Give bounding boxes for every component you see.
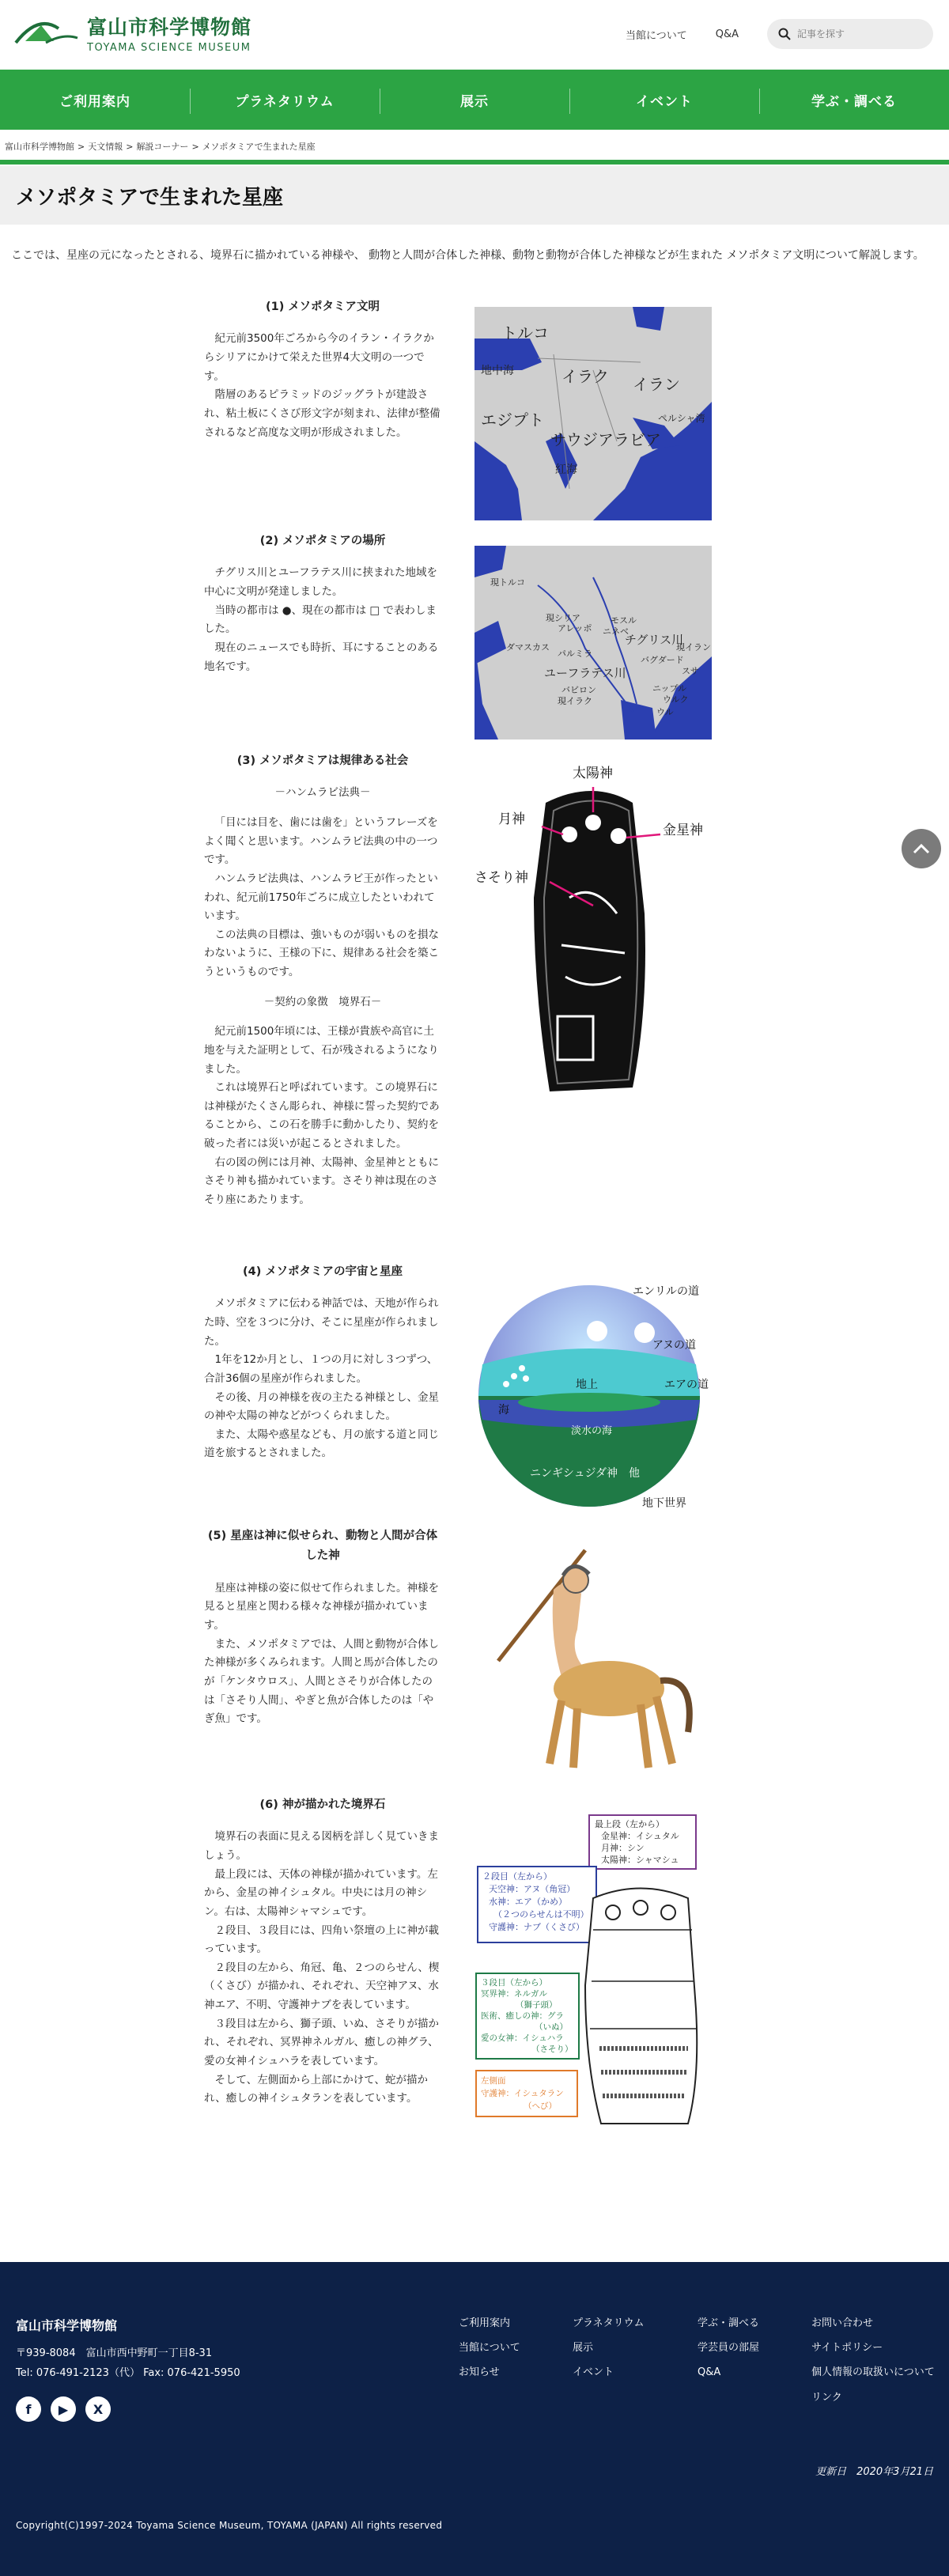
- section-subtitle: －契約の象徴 境界石－: [263, 995, 382, 1008]
- section-paragraph: これは境界石と呼ばれています。この境界石には神様がたくさん彫られ、神様に誓った契約であることから、この石を勝手に動かしたり、契約を破った者には災いが起こるとされました。: [204, 1081, 440, 1150]
- updated-date: 更新日 2020年3月21日: [815, 2466, 933, 2478]
- box-text: （獅子頭）: [516, 2000, 558, 2010]
- map-label: ニップル: [652, 683, 687, 694]
- figure-label: 淡水の海: [571, 1425, 613, 1437]
- box-text: 太陽神：シャマシュ: [601, 1855, 679, 1865]
- museum-logo-icon: [14, 11, 79, 54]
- top-link-about[interactable]: 当館について: [625, 29, 687, 42]
- map-label: ペルシャ湾: [658, 413, 705, 424]
- map-label: スサ: [682, 666, 699, 676]
- section-paragraph: その後、月の神様を夜の主たる神様とし、金星の神や太陽の神などがつくられました。: [204, 1390, 439, 1423]
- footer-address: 〒939-8084 富山市西中野町一丁目8-31: [16, 2347, 213, 2359]
- box-text: 愛の女神：イシュハラ: [481, 2033, 564, 2043]
- section-paragraph: ３段目は左から、獅子頭、いぬ、さそりが描かれ、それぞれ、冥界神ネルガル、癒しの神グラ、愛の女神イシュハラを表しています。: [204, 2017, 439, 2067]
- map-label: ユーフラテス川: [544, 666, 626, 680]
- box-text: （２つのらせんは不明）: [493, 1909, 589, 1920]
- map-label: バグダード: [641, 655, 684, 665]
- map-label: 紅海: [555, 463, 577, 476]
- logo-title: 富山市科学博物館: [87, 15, 252, 39]
- footer-link[interactable]: イベント: [573, 2366, 614, 2379]
- figure-label: 海: [498, 1404, 509, 1417]
- section-title: (2) メソポタミアの場所: [259, 535, 386, 547]
- youtube-icon[interactable]: ▶: [51, 2396, 76, 2422]
- intro-text: ここでは、星座の元になったとされる、境界石に描かれている神様や、 動物と人間が合体した神様、動物と動物が合体した神様などが生まれた メソポタミア文明について解説します。: [11, 249, 924, 262]
- chevron-up-icon: [913, 843, 930, 854]
- copyright: Copyright(C)1997-2024 Toyama Science Museum, TOYAMA (JAPAN) All rights reserved: [16, 2520, 443, 2531]
- map-label: モスル: [611, 615, 637, 626]
- footer-link[interactable]: 展示: [573, 2342, 594, 2355]
- box-text: （さそり）: [531, 2045, 573, 2054]
- breadcrumb-commentary[interactable]: 解説コーナー: [136, 142, 189, 152]
- box-text: ３段目（左から）: [481, 1978, 547, 1988]
- section-paragraph: 当時の都市は ●、現在の都市は □ で表わしました。: [204, 603, 437, 636]
- box-text: （へび）: [524, 2101, 557, 2111]
- facebook-icon[interactable]: f: [16, 2396, 41, 2422]
- page-title: メソポタミアで生まれた星座: [16, 185, 284, 210]
- section-paragraph: 境界石の表面に見える図柄を詳しく見ていきましょう。: [204, 1830, 439, 1862]
- section-paragraph: チグリス川とユーフラテス川に挟まれた地域を中心に文明が発達しました。: [204, 566, 437, 598]
- map-label: イラン: [633, 375, 680, 394]
- map-label: サウジアラビア: [550, 430, 661, 449]
- section-subtitle: －ハンムラビ法典－: [274, 786, 371, 800]
- footer-link[interactable]: ご利用案内: [459, 2317, 511, 2329]
- footer-col-4: [811, 2311, 946, 2410]
- section-6: [204, 1795, 441, 2109]
- site-header: [0, 0, 949, 70]
- site-logo[interactable]: [14, 11, 251, 54]
- social-links: [16, 2396, 120, 2422]
- figure-label: 地上: [576, 1379, 598, 1391]
- section-paragraph: ２段目の左から、角冠、亀、２つのらせん、楔（くさび）が描かれ、それぞれ、天空神アヌ、水神エア、不明、守護神ナブを表しています。: [204, 1961, 440, 2011]
- footer-col-2: [573, 2311, 644, 2385]
- x-icon[interactable]: X: [85, 2396, 111, 2422]
- top-link-qa[interactable]: Q&A: [715, 28, 739, 40]
- middle-east-map-image: [475, 307, 712, 520]
- section-paragraph: ２段目、３段目には、四角い祭壇の上に神が載っています。: [204, 1923, 439, 1956]
- section-paragraph: 1年を12か月とし、１つの月に対し３つずつ、合計36個の星座が作られました。: [204, 1353, 438, 1385]
- figure-label: 地下世界: [642, 1497, 686, 1510]
- footer-col-1: [459, 2311, 520, 2385]
- map-label: 現トルコ: [490, 577, 525, 588]
- footer-link[interactable]: サイトポリシー: [811, 2342, 883, 2355]
- section-title: (6) 神が描かれた境界石: [259, 1799, 386, 1811]
- search-icon: [778, 28, 791, 40]
- footer-title: 富山市科学博物館: [16, 2318, 118, 2333]
- map-label: ウルク: [663, 694, 689, 705]
- section-3: [204, 751, 441, 1210]
- box-text: 天空神：アヌ（角冠）: [489, 1884, 576, 1894]
- map-label: パルミラ: [558, 649, 592, 659]
- section-paragraph: 紀元前3500年ごろから今のイラン・イラクからシリアにかけて栄えた世界4大文明の一つです。: [204, 332, 434, 383]
- page-title-bar: [0, 166, 949, 225]
- section-paragraph: ハンムラビ法典は、ハンムラビ王が作ったといわれ、紀元前1750年ごろに成立したといわれています。: [204, 872, 438, 923]
- boundary-stone-diagram-image: [475, 1811, 712, 2128]
- footer-tel: Tel: 076-491-2123（代） Fax: 076-421-5950: [16, 2366, 240, 2379]
- mesopotamia-map-image: [475, 546, 712, 740]
- map-label: 地中海: [481, 365, 514, 377]
- map-label: イラク: [561, 367, 609, 386]
- section-paragraph: 現在のニュースでも時折、耳にすることのある地名です。: [204, 641, 439, 673]
- logo-subtitle: TOYAMA SCIENCE MUSEUM: [87, 41, 251, 54]
- section-5: [204, 1526, 441, 1729]
- box-text: 守護神：イシュタラン: [481, 2089, 564, 2098]
- nav-item-guide[interactable]: ご利用案内: [59, 93, 130, 110]
- map-label: 現イラン: [676, 642, 711, 653]
- section-paragraph: そして、左側面から上部にかけて、蛇が描かれ、癒しの神イシュタランを表しています。: [204, 2073, 428, 2105]
- section-paragraph: メソポタミアに伝わる神話では、天地が作られた時、空を３つに分け、そこに星座が作られました。: [204, 1297, 439, 1348]
- map-label: ダマスカス: [506, 642, 550, 653]
- breadcrumb-astronomy[interactable]: 天文情報: [88, 142, 123, 152]
- section-paragraph: 星座は神様の姿に似せて作られました。神様を見ると星座と関わる様々な神様が描かれています。: [204, 1581, 439, 1632]
- figure-label: 月神: [498, 811, 525, 827]
- box-text: 医術、癒しの神：グラ: [481, 2011, 564, 2021]
- mesopotamian-cosmos-image: [475, 1277, 712, 1515]
- breadcrumb: 富山市科学博物館 > 天文情報 > 解説コーナー > メソポタミアで生まれた星座: [5, 141, 316, 152]
- map-label: ニネベ: [603, 626, 629, 637]
- map-label: 現イラク: [558, 696, 592, 706]
- figure-label: エアの道: [664, 1379, 709, 1391]
- section-paragraph: また、太陽や惑星なども、月の旅する道と同じ道を旅するとされました。: [204, 1428, 439, 1460]
- map-label: エジプト: [481, 410, 544, 429]
- footer-link[interactable]: 学芸員の部屋: [698, 2342, 760, 2355]
- search-input[interactable]: [797, 28, 916, 40]
- footer-link[interactable]: Q&A: [698, 2366, 721, 2379]
- section-title: (3) メソポタミアは規律ある社会: [236, 755, 409, 767]
- centaur-image: [475, 1542, 712, 1780]
- map-label: バビロン: [561, 685, 596, 695]
- box-text: （いぬ）: [535, 2022, 568, 2032]
- box-text: 月神：シン: [601, 1843, 645, 1853]
- figure-label: アヌの道: [652, 1339, 697, 1352]
- breadcrumb-current: メソポタミアで生まれた星座: [202, 142, 316, 152]
- footer-link[interactable]: お知らせ: [459, 2366, 500, 2379]
- footer-link[interactable]: お問い合わせ: [811, 2317, 874, 2329]
- section-paragraph: また、メソポタミアでは、人間と動物が合体した神様が多くみられます。人間と馬が合体したのが「ケンタウロス」、人間とさそりが合体したのは「さそり人間」、やぎと魚が合体したのは「やぎ魚」です。: [204, 1637, 439, 1726]
- map-label: アレッポ: [558, 623, 592, 634]
- box-text: 金星神：イシュタル: [601, 1831, 679, 1841]
- site-footer: [0, 2262, 949, 2576]
- back-to-top-button[interactable]: [902, 829, 941, 868]
- section-title: (1) メソポタミア文明: [266, 301, 380, 313]
- section-1: [204, 297, 441, 442]
- breadcrumb-home[interactable]: 富山市科学博物館: [5, 142, 74, 152]
- figure-label: 太陽神: [573, 766, 613, 781]
- divider: [0, 160, 949, 165]
- footer-link[interactable]: 当館について: [459, 2342, 520, 2355]
- footer-link[interactable]: 個人情報の取扱いについて: [811, 2366, 935, 2379]
- section-4: [204, 1262, 441, 1463]
- search-box[interactable]: [767, 19, 933, 49]
- boundary-stone-image: [475, 755, 720, 1103]
- section-2: [204, 531, 441, 676]
- section-title: (5) 星座は神に似せられ、動物と人間が合体した神: [207, 1530, 438, 1563]
- figure-label: さそり神: [475, 870, 528, 886]
- figure-label: エンリルの道: [633, 1285, 699, 1298]
- map-label: 現シリア: [546, 613, 580, 623]
- box-text: 水神：エア（かめ）: [489, 1897, 567, 1907]
- box-text: 守護神：ナブ（くさび）: [489, 1922, 584, 1932]
- map-label: チグリス川: [625, 633, 684, 647]
- figure-label: ニンギシュジダ神 他: [530, 1467, 641, 1480]
- map-label: トルコ: [501, 323, 549, 342]
- footer-col-3: [698, 2311, 759, 2385]
- nav-item-events[interactable]: イベント: [569, 70, 759, 130]
- box-text: 最上段（左から）: [595, 1819, 664, 1829]
- footer-address-block: [16, 2344, 240, 2383]
- footer-link[interactable]: プラネタリウム: [573, 2317, 645, 2329]
- box-text: 左側面: [481, 2076, 506, 2086]
- section-paragraph: 階層のあるピラミッドのジッグラトが建設され、粘土板にくさび形文字が刻まれ、法律が整備されるなど高度な文明が形成されました。: [204, 388, 440, 439]
- section-paragraph: 右の図の例には月神、太陽神、金星神とともにさそり神も描かれています。さそり神は現在のさそり座にあたります。: [204, 1156, 439, 1206]
- section-title: (4) メソポタミアの宇宙と星座: [243, 1265, 403, 1278]
- box-text: 冥界神：ネルガル: [481, 1989, 547, 1999]
- map-label: ウル: [656, 707, 674, 717]
- box-text: ２段目（左から）: [482, 1871, 552, 1882]
- global-nav: [0, 70, 949, 133]
- footer-link[interactable]: 学ぶ・調べる: [698, 2317, 760, 2329]
- nav-item-planetarium[interactable]: プラネタリウム: [190, 70, 380, 130]
- nav-item-exhibits[interactable]: 展示: [380, 70, 569, 130]
- section-paragraph: 最上段には、天体の神様が描かれています。左から、金星の神イシュタル。中央には月の神シン。右は、太陽神シャマシュです。: [204, 1867, 438, 1918]
- section-paragraph: 紀元前1500年頃には、王様が貴族や高官に土地を与えた証明として、石が残されるようになりました。: [204, 1025, 439, 1076]
- footer-link[interactable]: リンク: [811, 2391, 842, 2404]
- section-paragraph: この法典の目標は、強いものが弱いものを損なわないように、王様の下に、規律ある社会を築こうというものです。: [204, 928, 439, 978]
- figure-label: 金星神: [663, 823, 703, 838]
- nav-item-learn[interactable]: 学ぶ・調べる: [759, 70, 949, 130]
- section-paragraph: 「目には目を、歯には歯を」というフレーズをよく聞くと思います。ハンムラビ法典の中の一つです。: [204, 816, 438, 867]
